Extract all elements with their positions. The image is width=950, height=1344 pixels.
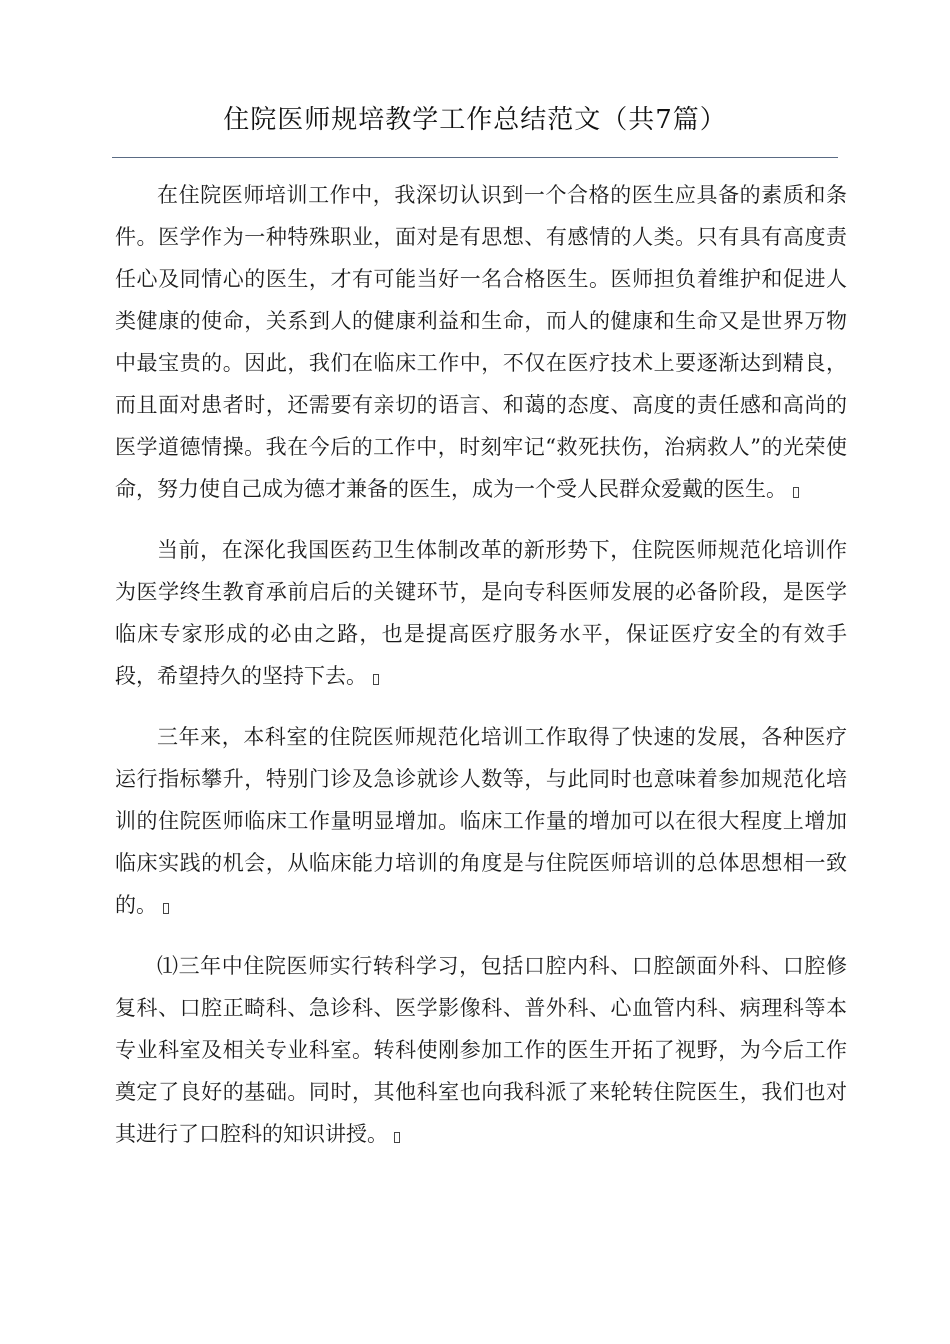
paragraph-mark-icon xyxy=(394,1132,400,1143)
paragraph-4-text: ⑴三年中住院医师实行转科学习，包括口腔内科、口腔颌面外科、口腔修复科、口腔正畸科、急诊科、医学影像科、普外科、心血管内科、病理科等本专业科室及相关专业科室。转科使刚参加工作的医生开拓了视野，为今后工作奠定了良好的基础。同时，其他科室也向我科派了来轮转住院医生，我们也对其进行了口腔科的知识讲授。 xyxy=(115,954,847,1146)
paragraph-mark-icon xyxy=(163,903,169,914)
paragraph-2-text: 当前，在深化我国医药卫生体制改革的新形势下，住院医师规范化培训作为医学终生教育承前启后的关键环节，是向专科医师发展的必备阶段，是医学临床专家形成的必由之路，也是提高医疗服务水平，保证医疗安全的有效手段，希望持久的坚持下去。 xyxy=(115,538,847,688)
paragraph-1-text: 在住院医师培训工作中，我深切认识到一个合格的医生应具备的素质和条件。医学作为一种特殊职业，面对是有思想、有感情的人类。只有具有高度责任心及同情心的医生，才有可能当好一名合格医生。医师担负着维护和促进人类健康的使命，关系到人的健康利益和生命，而人的健康和生命又是世界万物中最宝贵的。因此，我们在临床工作中，不仅在医疗技术上要逐渐达到精良，而且面对患者时，还需要有亲切的语言、和蔼的态度、高度的责任感和高尚的医学道德情操。我在今后的工作中，时刻牢记“救死扶伤，治病救人”的光荣使命，努力使自己成为德才兼备的医生，成为一个受人民群众爱戴的医生。 xyxy=(115,183,847,501)
document-title: 住院医师规培教学工作总结范文（共7篇） xyxy=(223,105,727,135)
paragraph-4 xyxy=(115,945,847,1155)
title-divider xyxy=(112,157,838,158)
document-body xyxy=(115,174,847,1174)
paragraph-mark-icon xyxy=(793,487,799,498)
paragraph-2 xyxy=(115,529,847,697)
paragraph-1 xyxy=(115,174,847,510)
paragraph-3-text: 三年来，本科室的住院医师规范化培训工作取得了快速的发展，各种医疗运行指标攀升，特别门诊及急诊就诊人数等，与此同时也意味着参加规范化培训的住院医师临床工作量明显增加。临床工作量的增加可以在很大程度上增加临床实践的机会，从临床能力培训的角度是与住院医师培训的总体思想相一致的。 xyxy=(115,725,847,917)
paragraph-mark-icon xyxy=(373,674,379,685)
paragraph-3 xyxy=(115,716,847,926)
